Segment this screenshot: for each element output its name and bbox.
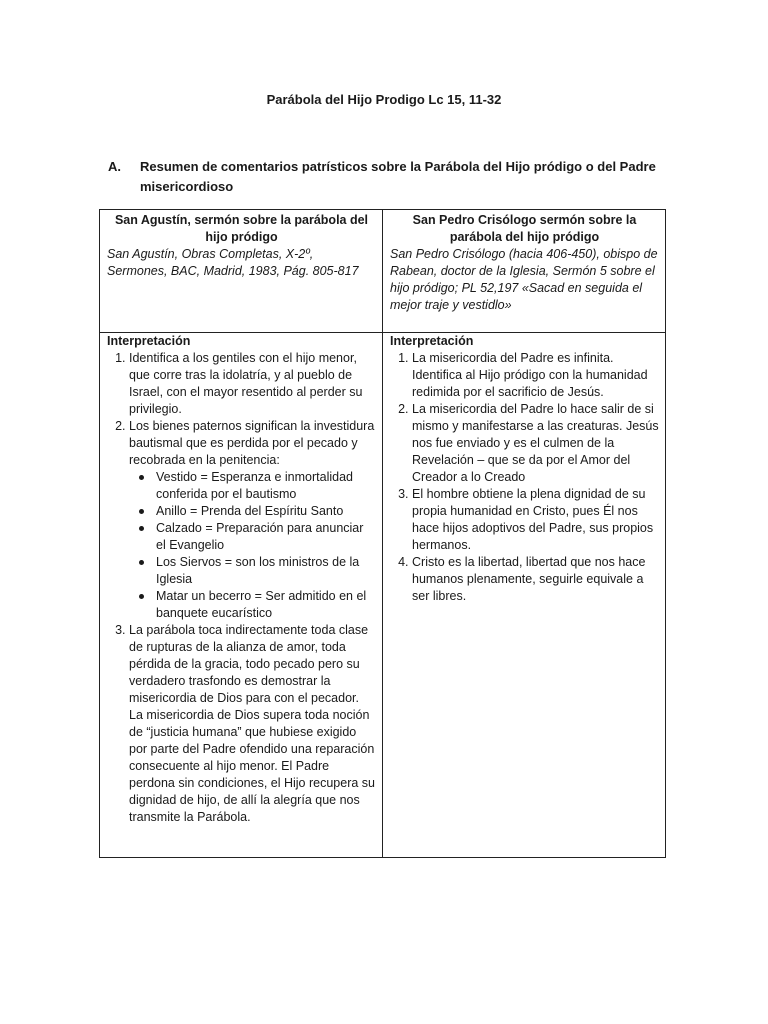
header-cell-augustine bbox=[100, 210, 383, 333]
interp-label: Interpretación bbox=[107, 334, 191, 348]
header-ref-augustine: San Agustín, Obras Completas, X-2º, Sermones, BAC, Madrid, 1983, Pág. 805-817 bbox=[107, 247, 359, 278]
section-heading bbox=[108, 157, 668, 197]
list-item: 2. La misericordia del Padre lo hace salir de si mismo y manifestarse a las creaturas. Jesús nos fue enviado y es el culmen de la Revelación – que se da por el Amor del Creador a lo Creado bbox=[412, 401, 659, 486]
interp-label: Interpretación bbox=[390, 334, 474, 348]
body-cell-chrysologus bbox=[383, 333, 666, 858]
document-title: Parábola del Hijo Prodigo Lc 15, 11-32 bbox=[266, 92, 502, 107]
body-cell-augustine bbox=[100, 333, 383, 858]
sub-list-item: Anillo = Prenda del Espíritu Santo bbox=[156, 503, 376, 520]
list-item: 3. El hombre obtiene la plena dignidad de su propia humanidad en Cristo, pues Él nos hace hijos adoptivos del Padre, sus propios hermanos. bbox=[412, 486, 659, 554]
sub-list-item: Los Siervos = son los ministros de la Iglesia bbox=[156, 554, 376, 588]
list-item: 1. La misericordia del Padre es infinita. Identifica al Hijo pródigo con la humanidad redimida por el sacrificio de Jesús. bbox=[412, 350, 659, 401]
table-body-row bbox=[100, 333, 666, 858]
header-ref-chrysologus: San Pedro Crisólogo (hacia 406-450), obispo de Rabean, doctor de la Iglesia, Sermón 5 sobre el hijo pródigo; PL 52,197 «Sacad en seguida el mejor traje y vestidlo» bbox=[390, 247, 658, 312]
sub-list-item: Vestido = Esperanza e inmortalidad conferida por el bautismo bbox=[156, 469, 376, 503]
header-cell-chrysologus bbox=[383, 210, 666, 333]
subpoints-list bbox=[129, 469, 376, 622]
sub-list-item: Matar un becerro = Ser admitido en el banquete eucarístico bbox=[156, 588, 376, 622]
list-item: 3. La parábola toca indirectamente toda clase de rupturas de la alianza de amor, toda pérdida de la gracia, todo pecado pero su verdadero trasfondo es demostrar la misericordia de Dios para con el pecador. La misericordia de Dios supera toda noción de “justicia humana” que hubiese exigido por parte del Padre ofendido una reparación consecuente al hijo menor. El Padre perdona sin condiciones, el Hijo recupera su dignidad de hijo, de allí la alegría que nos transmite la Parábola. bbox=[129, 622, 376, 826]
sub-list-item: Calzado = Preparación para anunciar el Evangelio bbox=[156, 520, 376, 554]
points-list bbox=[107, 350, 376, 826]
header-title-augustine: San Agustín, sermón sobre la parábola del hijo pródigo bbox=[114, 213, 369, 244]
list-item: 4. Cristo es la libertad, libertad que nos hace humanos plenamente, seguirle equivale a ser libres. bbox=[412, 554, 659, 605]
list-item: 1. Identifica a los gentiles con el hijo menor, que corre tras la idolatría, y al pueblo de Israel, con el mayor resentido al perder su privilegio. bbox=[129, 350, 376, 418]
section-text: Resumen de comentarios patrísticos sobre la Parábola del Hijo pródigo o del Padre misericordioso bbox=[140, 159, 656, 194]
points-list bbox=[390, 350, 659, 605]
comparison-table bbox=[99, 209, 666, 858]
section-letter: A. bbox=[108, 159, 121, 174]
list-item: 2. Los bienes paternos significan la investidura bautismal que es perdida por el pecado y recobrada en la penitencia: Vestido = Esperanza e inmortalidad conferida por el bautismo Anillo = Prenda del Espíritu Santo Calzado = Preparación para anunciar el Evangelio Los Siervos = son los ministros de la Iglesia Matar un becerro = Ser admitido en el banquete eucarístico bbox=[129, 418, 376, 622]
header-title-chrysologus: San Pedro Crisólogo sermón sobre la parábola del hijo pródigo bbox=[412, 213, 637, 244]
table-header-row bbox=[100, 210, 666, 333]
